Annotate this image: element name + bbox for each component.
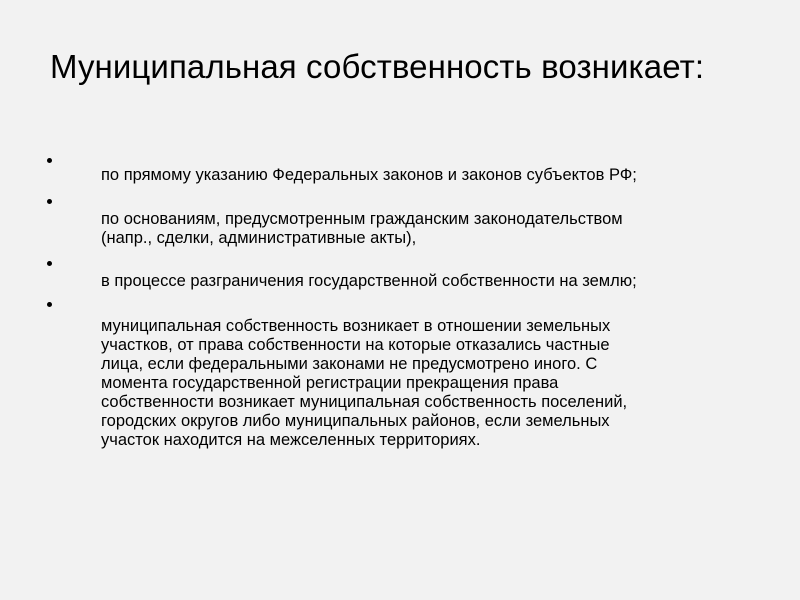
bullet-dot-icon	[47, 302, 52, 307]
bullet-text: муниципальная собственность возникает в отношении земельных участков, от права собственности на которые отказались частные лица, если федеральными законами не предусмотрено иного. С момента государственной регистрации прекращения права собственности возникает муниципальная собственность поселений, городских округов либо муниципальных районов, если земельных участок находится на межселенных территориях.	[101, 317, 628, 449]
bullet-dot-icon	[47, 158, 52, 163]
bullet-dot-icon	[47, 261, 52, 266]
bullet-text: в процессе разграничения государственной собственности на землю;	[101, 272, 637, 290]
bullet-text: по основаниям, предусмотренным гражданским законодательством (напр., сделки, административные акты),	[101, 210, 623, 247]
slide-title: Муниципальная собственность возникает:	[50, 48, 705, 85]
bullet-dot-icon	[47, 199, 52, 204]
bullet-text: по прямому указанию Федеральных законов и законов субъектов РФ;	[101, 166, 637, 184]
